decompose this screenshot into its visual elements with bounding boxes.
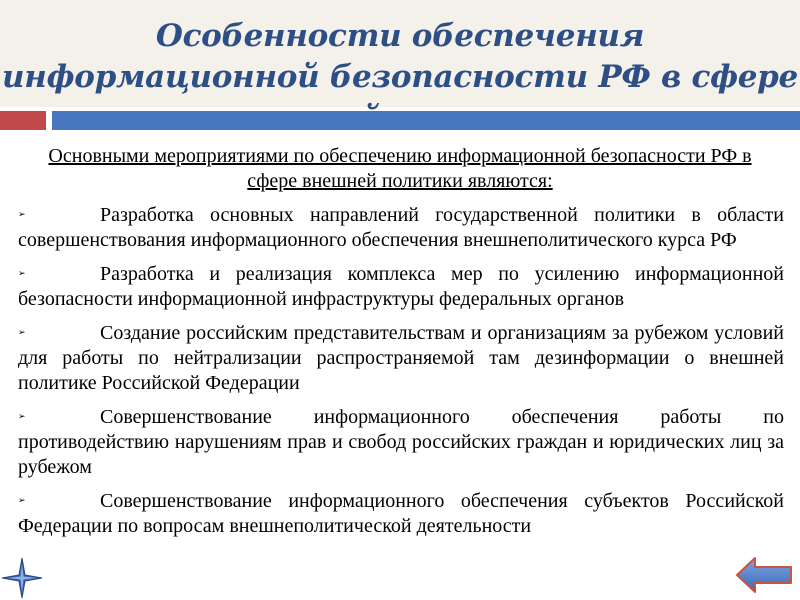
bullet-list — [18, 203, 784, 548]
bullet-text: Разработка основных направлений государственной политики в области совершенствования информационного обеспечения внешнеполитического курса РФ — [18, 204, 784, 251]
bullet-text: Разработка и реализация комплекса мер по усилению информационной безопасности информационной инфраструктуры федеральных органов — [18, 263, 784, 310]
bullet-arrow-icon: ➢ — [18, 412, 26, 422]
bullet-text: Совершенствование информационного обеспечения работы по противодействию нарушениям прав и свобод российских граждан и юридических лиц за рубежом — [18, 406, 784, 478]
slide-title: Особенности обеспечения информационной безопасности РФ в сфере — [2, 18, 798, 95]
bullet-arrow-icon: ➢ — [18, 328, 26, 338]
back-arrow-icon[interactable] — [735, 556, 793, 594]
bullet-item — [18, 489, 784, 539]
star-ornament-icon — [0, 556, 44, 600]
bullet-item — [18, 203, 784, 253]
intro-text: Основными мероприятиями по обеспечению информационной безопасности РФ в сфере внешней политики являются: — [48, 145, 752, 192]
bullet-item — [18, 321, 784, 396]
bullet-arrow-icon: ➢ — [18, 496, 26, 506]
bullet-text: Совершенствование информационного обеспечения субъектов Российской Федерации по вопросам внешнеполитической деятельности — [18, 490, 784, 537]
accent-band-blue — [52, 111, 800, 130]
title-header — [0, 0, 800, 107]
accent-band-red — [0, 111, 46, 130]
bullet-text: Создание российским представительствам и организациям за рубежом условий для работы по нейтрализации распространяемой там дезинформации о внешней политике Российской Федерации — [18, 322, 784, 394]
bullet-item — [18, 405, 784, 480]
bullet-arrow-icon: ➢ — [18, 269, 26, 279]
bullet-item — [18, 262, 784, 312]
bullet-arrow-icon: ➢ — [18, 210, 26, 220]
